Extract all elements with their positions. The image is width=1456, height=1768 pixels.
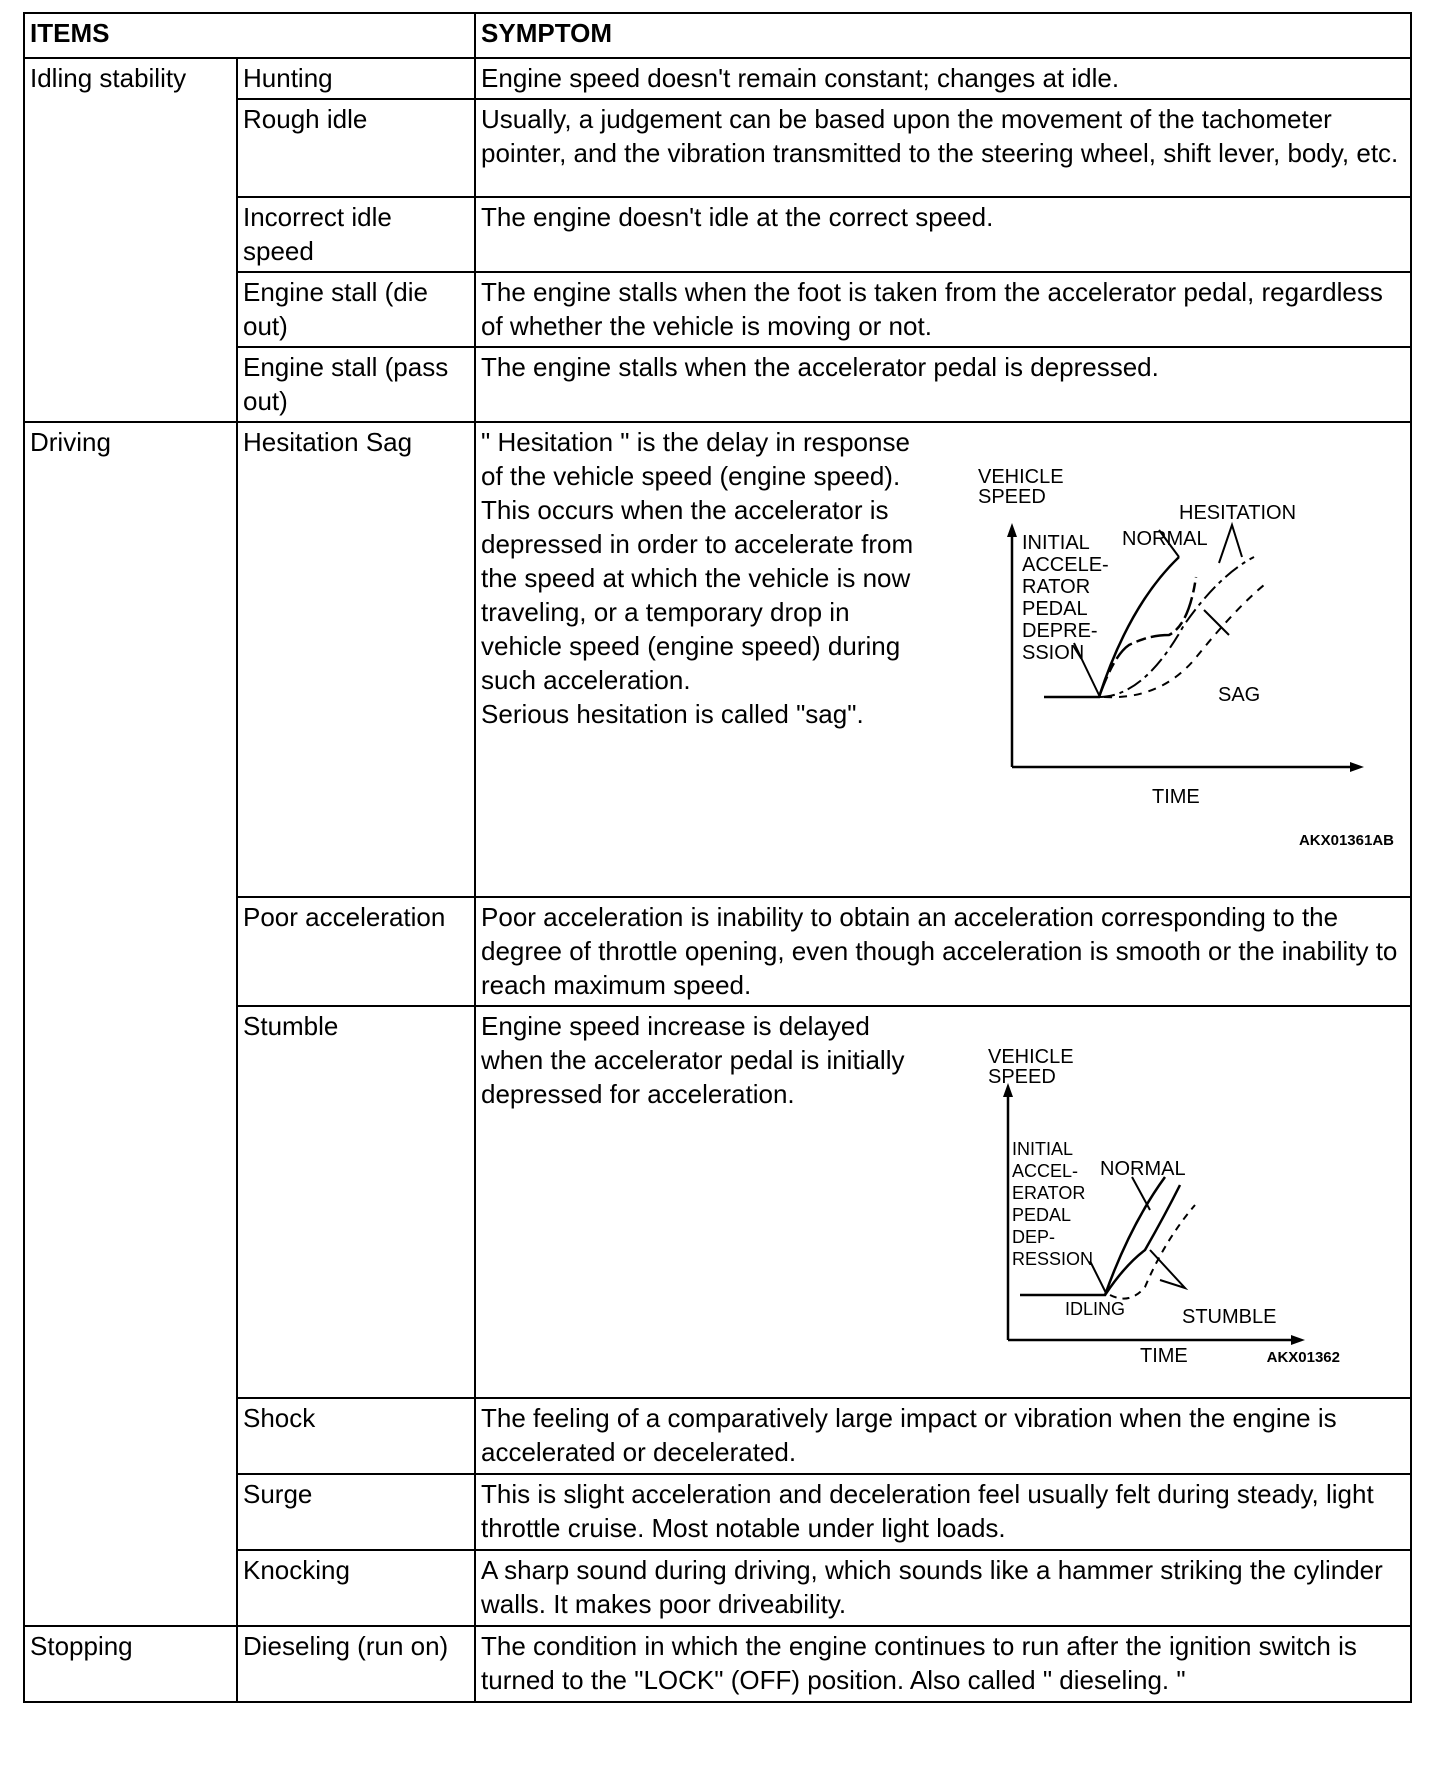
table-row bbox=[24, 58, 1411, 99]
fig2-initial-label-4: PEDAL bbox=[1012, 1205, 1072, 1225]
symptom-dieseling: The condition in which the engine continues to run after the ignition switch is turned to the "LOCK" (OFF) position. Also called " dieseling. " bbox=[475, 1626, 1411, 1702]
fig1-hesitation-label: HESITATION bbox=[1179, 502, 1297, 524]
symptom-stumble bbox=[475, 1006, 1411, 1398]
symptom-engine-stall-die-out: The engine stalls when the foot is taken from the accelerator pedal, regardless of whether the vehicle is moving or not. bbox=[475, 272, 1411, 347]
symptom-rough-idle: Usually, a judgement can be based upon the movement of the tachometer pointer, and the vibration transmitted to the steering wheel, shift lever, body, etc. bbox=[475, 99, 1411, 197]
fig1-normal-label: NORMAL bbox=[1122, 528, 1208, 550]
y-axis-arrow-icon bbox=[1007, 523, 1017, 537]
fig1-ylabel-speed: SPEED bbox=[978, 486, 1046, 508]
header-items: ITEMS bbox=[24, 13, 475, 58]
symptom-table bbox=[23, 12, 1412, 1703]
item-stumble: Stumble bbox=[237, 1006, 475, 1398]
header-row bbox=[24, 13, 1411, 58]
fig2-time-label: TIME bbox=[1140, 1345, 1188, 1365]
item-engine-stall-pass-out: Engine stall (pass out) bbox=[237, 347, 475, 422]
x-axis-arrow-icon bbox=[1291, 1335, 1305, 1345]
fig2-idling-label: IDLING bbox=[1065, 1299, 1126, 1319]
x-axis-arrow-icon bbox=[1350, 762, 1364, 772]
group-idling-stability: Idling stability bbox=[24, 58, 237, 422]
stumble-figure bbox=[970, 1025, 1370, 1373]
sag-curve bbox=[1104, 585, 1264, 697]
fig2-stumble-label: STUMBLE bbox=[1182, 1306, 1277, 1328]
symptom-poor-acceleration: Poor acceleration is inability to obtain an acceleration corresponding to the degree of throttle opening, even though acceleration is smooth or the inability to reach maximum speed. bbox=[475, 897, 1411, 1006]
normal-pointer bbox=[1132, 1177, 1150, 1210]
fig2-ylabel-vehicle: VEHICLE bbox=[988, 1046, 1074, 1068]
item-poor-acceleration: Poor acceleration bbox=[237, 897, 475, 1006]
fig1-initial-label-4: PEDAL bbox=[1022, 598, 1088, 620]
fig2-initial-label-6: RESSION bbox=[1012, 1249, 1094, 1269]
item-rough-idle: Rough idle bbox=[237, 99, 475, 197]
fig2-initial-label-3: ERATOR bbox=[1012, 1183, 1086, 1203]
fig1-initial-label-5: DEPRE- bbox=[1022, 620, 1098, 642]
fig2-initial-label-5: DEP- bbox=[1012, 1227, 1056, 1247]
item-hunting: Hunting bbox=[237, 58, 475, 99]
sag-pointer bbox=[1204, 610, 1229, 635]
group-driving: Driving bbox=[24, 422, 237, 1626]
fig2-normal-label: NORMAL bbox=[1100, 1158, 1186, 1180]
hesitation-sag-diagram bbox=[944, 445, 1404, 885]
fig2-initial-label-2: ACCEL- bbox=[1012, 1161, 1079, 1181]
fig1-initial-label-3: RATOR bbox=[1022, 576, 1091, 598]
symptom-shock: The feeling of a comparatively large impact or vibration when the engine is accelerated or decelerated. bbox=[475, 1398, 1411, 1474]
fig1-ylabel-vehicle: VEHICLE bbox=[978, 466, 1064, 488]
stumble-diagram bbox=[970, 1025, 1370, 1365]
fig1-initial-label-1: INITIAL bbox=[1022, 532, 1090, 554]
header-symptom: SYMPTOM bbox=[475, 13, 1411, 58]
fig2-ylabel-speed: SPEED bbox=[988, 1066, 1056, 1088]
symptom-incorrect-idle-speed: The engine doesn't idle at the correct speed. bbox=[475, 197, 1411, 272]
fig2-initial-label-1: INITIAL bbox=[1012, 1139, 1074, 1159]
stumble-text: Engine speed increase is delayed when the accelerator pedal is initially depressed for acceleration. bbox=[481, 1011, 905, 1109]
symptom-hesitation-sag bbox=[475, 422, 1411, 897]
symptom-hunting: Engine speed doesn't remain constant; changes at idle. bbox=[475, 58, 1411, 99]
item-hesitation-sag: Hesitation Sag bbox=[237, 422, 475, 897]
fig1-initial-label-2: ACCELE- bbox=[1022, 554, 1109, 576]
fig1-sag-label: SAG bbox=[1218, 684, 1261, 706]
fig1-time-label: TIME bbox=[1152, 786, 1200, 808]
item-shock: Shock bbox=[237, 1398, 475, 1474]
fig1-initial-label-6: SSION bbox=[1022, 642, 1085, 664]
fig1-code: AKX01361AB bbox=[1298, 832, 1395, 849]
hesitation-text-sag: Serious hesitation is called "sag". bbox=[481, 699, 864, 729]
symptom-engine-stall-pass-out: The engine stalls when the accelerator pedal is depressed. bbox=[475, 347, 1411, 422]
item-incorrect-idle-speed: Incorrect idle speed bbox=[237, 197, 475, 272]
stumble-pointer bbox=[1150, 1250, 1185, 1288]
symptom-surge: This is slight acceleration and deceleration feel usually felt during steady, light throttle cruise. Most notable under light loads. bbox=[475, 1474, 1411, 1550]
item-dieseling: Dieseling (run on) bbox=[237, 1626, 475, 1702]
fig2-code: AKX01362 bbox=[1266, 1349, 1341, 1365]
group-stopping: Stopping bbox=[24, 1626, 237, 1702]
table-row bbox=[24, 1626, 1411, 1702]
hesitation-pointer bbox=[1219, 525, 1242, 563]
symptom-knocking: A sharp sound during driving, which sounds like a hammer striking the cylinder walls. It makes poor driveability. bbox=[475, 1550, 1411, 1626]
hesitation-text: " Hesitation " is the delay in response of the vehicle speed (engine speed). This occurs when the accelerator is depressed in order to accelerate from the speed at which the vehicle is now traveling, or a temporary drop in vehicle speed (engine speed) during such acceleration. bbox=[481, 427, 914, 695]
item-surge: Surge bbox=[237, 1474, 475, 1550]
table-row bbox=[24, 422, 1411, 897]
item-knocking: Knocking bbox=[237, 1550, 475, 1626]
hesitation-figure bbox=[944, 445, 1404, 893]
item-engine-stall-die-out: Engine stall (die out) bbox=[237, 272, 475, 347]
